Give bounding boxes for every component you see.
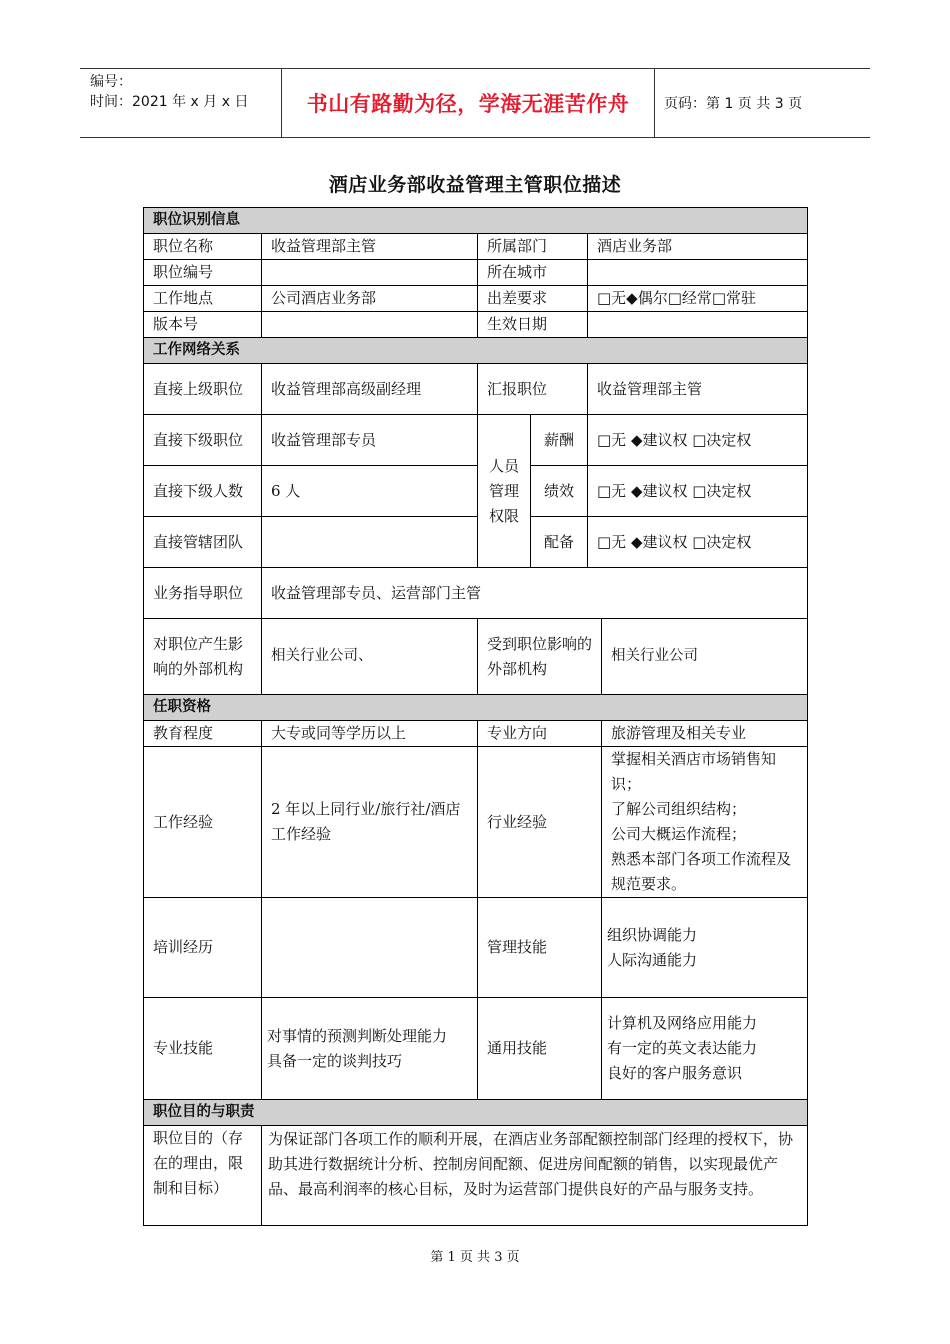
label-cell: 管理技能	[478, 898, 602, 998]
table-row	[144, 619, 808, 695]
header-serial: 编号：	[90, 74, 132, 90]
label-cell: 直接下级人数	[144, 466, 262, 517]
page-header	[80, 68, 870, 138]
list-item: 人际沟通能力	[607, 950, 698, 969]
label-cell: 受到职位影响的外部机构	[478, 619, 602, 695]
table-row	[144, 998, 808, 1100]
value-cell: 旅游管理及相关专业	[602, 721, 808, 747]
header-page-number: 页码：第 1 页 共 3 页	[664, 96, 803, 112]
label-cell: 直接下级职位	[144, 415, 262, 466]
value-cell	[262, 898, 478, 998]
table-row	[144, 260, 808, 286]
label-cell: 职位名称	[144, 234, 262, 260]
table-row	[144, 234, 808, 260]
authority-label-cell: 人员管理权限	[478, 415, 531, 568]
table-row	[144, 364, 808, 415]
document-title: 酒店业务部收益管理主管职位描述	[328, 174, 622, 196]
section-title: 职位识别信息	[144, 208, 808, 234]
label-cell: 通用技能	[478, 998, 602, 1100]
label-cell: 培训经历	[144, 898, 262, 998]
label-cell: 薪酬	[531, 415, 588, 466]
value-cell	[262, 312, 478, 338]
value-cell: □无 ◆建议权 □决定权	[588, 466, 808, 517]
section-title: 任职资格	[144, 695, 808, 721]
table-row	[144, 1126, 808, 1226]
value-cell: 收益管理部专员、运营部门主管	[262, 568, 808, 619]
table-row	[144, 721, 808, 747]
label-cell: 版本号	[144, 312, 262, 338]
value-cell	[262, 517, 478, 568]
value-cell: □无◆偶尔□经常□常驻	[588, 286, 808, 312]
value-cell	[602, 747, 808, 898]
list-item: 良好的客户服务意识	[607, 1064, 743, 1082]
section-title: 工作网络关系	[144, 338, 808, 364]
list-item: 对事情的预测判断处理能力	[267, 1026, 448, 1045]
list-item: 公司大概运作流程；	[611, 825, 747, 843]
table-row	[144, 286, 808, 312]
label-cell: 对职位产生影响的外部机构	[144, 619, 262, 695]
value-cell: 收益管理部主管	[588, 364, 808, 415]
header-meta	[80, 69, 282, 137]
value-cell	[602, 998, 808, 1100]
list-item: 组织协调能力	[607, 925, 698, 944]
table-row	[144, 466, 808, 517]
label-cell: 专业方向	[478, 721, 602, 747]
value-cell: 公司酒店业务部	[262, 286, 478, 312]
value-cell: 相关行业公司	[602, 619, 808, 695]
list-item: 具备一定的谈判技巧	[267, 1051, 403, 1070]
value-cell: 6 人	[262, 466, 478, 517]
job-description-table	[143, 207, 808, 1226]
label-cell: 所属部门	[478, 234, 588, 260]
table-row	[144, 747, 808, 898]
header-time: 时间：2021 年 x 月 x 日	[90, 94, 249, 110]
label-cell: 职位目的（存在的理由，限制和目标）	[144, 1126, 262, 1226]
label-cell: 工作地点	[144, 286, 262, 312]
table-row	[144, 568, 808, 619]
value-cell	[262, 260, 478, 286]
label-cell: 生效日期	[478, 312, 588, 338]
page-footer: 第 1 页 共 3 页	[430, 1250, 520, 1265]
label-cell: 工作经验	[144, 747, 262, 898]
value-cell: 酒店业务部	[588, 234, 808, 260]
section-network	[144, 338, 808, 364]
table-row	[144, 898, 808, 998]
list-item: 熟悉本部门各项工作流程及规范要求。	[611, 850, 792, 893]
list-item: 有一定的英文表达能力	[607, 1039, 758, 1057]
value-cell: □无 ◆建议权 □决定权	[588, 415, 808, 466]
value-cell: 2 年以上同行业/旅行社/酒店工作经验	[262, 747, 478, 898]
value-cell	[262, 998, 478, 1100]
label-cell: 专业技能	[144, 998, 262, 1100]
value-cell: 收益管理部专员	[262, 415, 478, 466]
list-item: 掌握相关酒店市场销售知识；	[611, 750, 777, 793]
list-item: 计算机及网络应用能力	[607, 1014, 758, 1032]
value-cell	[588, 312, 808, 338]
value-cell: 收益管理部高级副经理	[262, 364, 478, 415]
label-cell: 行业经验	[478, 747, 602, 898]
header-motto: 书山有路勤为径，学海无涯苦作舟	[282, 69, 655, 137]
value-cell: 大专或同等学历以上	[262, 721, 478, 747]
table-row	[144, 312, 808, 338]
section-title: 职位目的与职责	[144, 1100, 808, 1126]
label-cell: 出差要求	[478, 286, 588, 312]
value-cell	[602, 898, 808, 998]
table-row	[144, 517, 808, 568]
label-cell: 教育程度	[144, 721, 262, 747]
label-cell: 汇报职位	[478, 364, 588, 415]
label-cell: 所在城市	[478, 260, 588, 286]
label-cell: 职位编号	[144, 260, 262, 286]
label-cell: 配备	[531, 517, 588, 568]
value-cell: 相关行业公司、	[262, 619, 478, 695]
table-row	[144, 415, 808, 466]
label-cell: 绩效	[531, 466, 588, 517]
label-cell: 直接上级职位	[144, 364, 262, 415]
label-cell: 直接管辖团队	[144, 517, 262, 568]
value-cell: 收益管理部主管	[262, 234, 478, 260]
value-cell: 为保证部门各项工作的顺利开展，在酒店业务部配额控制部门经理的授权下，协助其进行数据统计分析、控制房间配额、促进房间配额的销售，以实现最优产品、最高利润率的核心目标，及时为运营部门提供良好的产品与服务支持。	[262, 1126, 808, 1226]
section-qualification	[144, 695, 808, 721]
value-cell	[588, 260, 808, 286]
value-cell: □无 ◆建议权 □决定权	[588, 517, 808, 568]
list-item: 了解公司组织结构；	[611, 800, 747, 818]
label-cell: 业务指导职位	[144, 568, 262, 619]
section-identity	[144, 208, 808, 234]
section-duties	[144, 1100, 808, 1126]
